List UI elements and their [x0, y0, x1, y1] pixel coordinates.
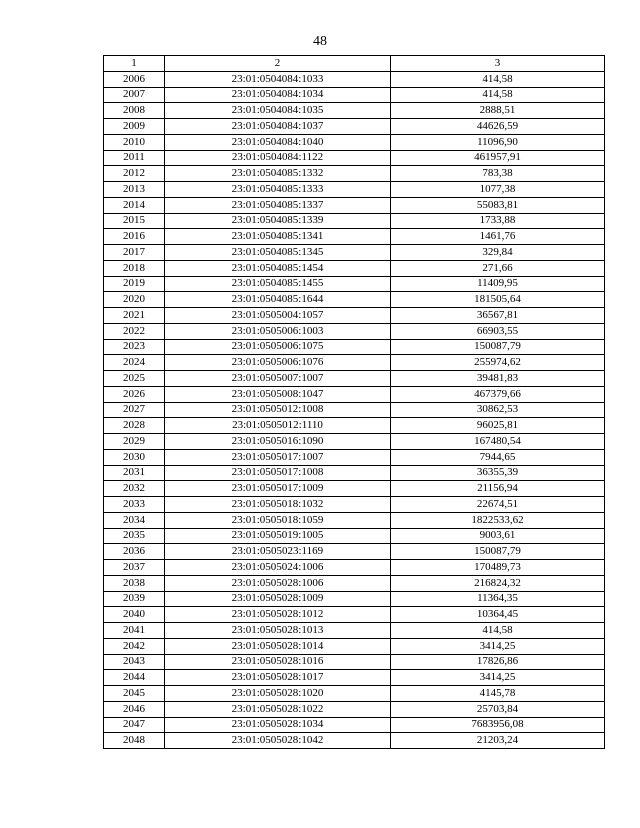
value-cell: 7944,65: [391, 449, 605, 465]
value-cell: 21203,24: [391, 733, 605, 749]
row-number-cell: 2019: [104, 276, 165, 292]
value-cell: 2888,51: [391, 103, 605, 119]
cadastral-number-cell: 23:01:0504085:1337: [165, 197, 391, 213]
table-row: [104, 166, 605, 182]
value-cell: 414,58: [391, 87, 605, 103]
value-cell: 170489,73: [391, 560, 605, 576]
table-row: [104, 119, 605, 135]
cadastral-number-cell: 23:01:0504084:1037: [165, 119, 391, 135]
row-number-cell: 2006: [104, 71, 165, 87]
table-row: [104, 229, 605, 245]
table-header: [104, 56, 605, 72]
cadastral-number-cell: 23:01:0504084:1034: [165, 87, 391, 103]
table-row: [104, 355, 605, 371]
value-cell: 17826,86: [391, 654, 605, 670]
row-number-cell: 2024: [104, 355, 165, 371]
value-cell: 150087,79: [391, 339, 605, 355]
value-cell: 30862,53: [391, 402, 605, 418]
value-cell: 255974,62: [391, 355, 605, 371]
value-cell: 55083,81: [391, 197, 605, 213]
table-row: [104, 686, 605, 702]
value-cell: 181505,64: [391, 292, 605, 308]
row-number-cell: 2020: [104, 292, 165, 308]
cadastral-number-cell: 23:01:0505023:1169: [165, 544, 391, 560]
row-number-cell: 2027: [104, 402, 165, 418]
cadastral-number-cell: 23:01:0505028:1009: [165, 591, 391, 607]
row-number-cell: 2034: [104, 512, 165, 528]
row-number-cell: 2036: [104, 544, 165, 560]
cadastral-number-cell: 23:01:0505006:1075: [165, 339, 391, 355]
table-row: [104, 260, 605, 276]
row-number-cell: 2045: [104, 686, 165, 702]
value-cell: 3414,25: [391, 670, 605, 686]
table-row: [104, 701, 605, 717]
cadastral-number-cell: 23:01:0505008:1047: [165, 386, 391, 402]
row-number-cell: 2018: [104, 260, 165, 276]
row-number-cell: 2037: [104, 560, 165, 576]
cadastral-number-cell: 23:01:0505028:1014: [165, 638, 391, 654]
row-number-cell: 2014: [104, 197, 165, 213]
cadastral-number-cell: 23:01:0505007:1007: [165, 371, 391, 387]
value-cell: 414,58: [391, 623, 605, 639]
value-cell: 461957,91: [391, 150, 605, 166]
table-row: [104, 638, 605, 654]
value-cell: 329,84: [391, 245, 605, 261]
table-row: [104, 103, 605, 119]
table-row: [104, 245, 605, 261]
value-cell: 1822533,62: [391, 512, 605, 528]
row-number-cell: 2040: [104, 607, 165, 623]
table-row: [104, 670, 605, 686]
table-row: [104, 623, 605, 639]
table-row: [104, 371, 605, 387]
page-number: 48: [313, 34, 327, 49]
cadastral-number-cell: 23:01:0504085:1455: [165, 276, 391, 292]
value-cell: 1733,88: [391, 213, 605, 229]
table-row: [104, 71, 605, 87]
cadastral-number-cell: 23:01:0504085:1341: [165, 229, 391, 245]
value-cell: 39481,83: [391, 371, 605, 387]
table-row: [104, 575, 605, 591]
row-number-cell: 2029: [104, 434, 165, 450]
cadastral-number-cell: 23:01:0504085:1644: [165, 292, 391, 308]
cadastral-number-cell: 23:01:0505017:1008: [165, 465, 391, 481]
row-number-cell: 2011: [104, 150, 165, 166]
cadastral-number-cell: 23:01:0505012:1110: [165, 418, 391, 434]
value-cell: 414,58: [391, 71, 605, 87]
value-cell: 1077,38: [391, 182, 605, 198]
cadastral-number-cell: 23:01:0505006:1076: [165, 355, 391, 371]
cadastral-number-cell: 23:01:0504084:1033: [165, 71, 391, 87]
cadastral-number-cell: 23:01:0505028:1012: [165, 607, 391, 623]
value-cell: 10364,45: [391, 607, 605, 623]
row-number-cell: 2009: [104, 119, 165, 135]
row-number-cell: 2033: [104, 497, 165, 513]
value-cell: 66903,55: [391, 323, 605, 339]
row-number-cell: 2023: [104, 339, 165, 355]
value-cell: 22674,51: [391, 497, 605, 513]
table-row: [104, 292, 605, 308]
column-header-cadastral-number: 2: [165, 56, 391, 72]
row-number-cell: 2030: [104, 449, 165, 465]
value-cell: 9003,61: [391, 528, 605, 544]
row-number-cell: 2042: [104, 638, 165, 654]
row-number-cell: 2041: [104, 623, 165, 639]
row-number-cell: 2048: [104, 733, 165, 749]
value-cell: 3414,25: [391, 638, 605, 654]
cadastral-number-cell: 23:01:0504085:1333: [165, 182, 391, 198]
cadastral-number-cell: 23:01:0505028:1017: [165, 670, 391, 686]
cadastral-number-cell: 23:01:0505012:1008: [165, 402, 391, 418]
header-row: [104, 56, 605, 72]
row-number-cell: 2022: [104, 323, 165, 339]
value-cell: 36355,39: [391, 465, 605, 481]
table-row: [104, 276, 605, 292]
cadastral-number-cell: 23:01:0504085:1332: [165, 166, 391, 182]
row-number-cell: 2025: [104, 371, 165, 387]
table-row: [104, 497, 605, 513]
value-cell: 4145,78: [391, 686, 605, 702]
cadastral-value-table: [103, 55, 605, 749]
table-row: [104, 323, 605, 339]
cadastral-number-cell: 23:01:0505006:1003: [165, 323, 391, 339]
table-row: [104, 528, 605, 544]
cadastral-number-cell: 23:01:0505019:1005: [165, 528, 391, 544]
table-row: [104, 607, 605, 623]
cadastral-number-cell: 23:01:0504085:1454: [165, 260, 391, 276]
value-cell: 11096,90: [391, 134, 605, 150]
cadastral-number-cell: 23:01:0505028:1022: [165, 701, 391, 717]
value-cell: 25703,84: [391, 701, 605, 717]
table-row: [104, 560, 605, 576]
row-number-cell: 2032: [104, 481, 165, 497]
row-number-cell: 2043: [104, 654, 165, 670]
column-header-number: 1: [104, 56, 165, 72]
cadastral-number-cell: 23:01:0505028:1034: [165, 717, 391, 733]
table-row: [104, 544, 605, 560]
row-number-cell: 2035: [104, 528, 165, 544]
table-row: [104, 512, 605, 528]
table-row: [104, 591, 605, 607]
table-row: [104, 213, 605, 229]
row-number-cell: 2031: [104, 465, 165, 481]
row-number-cell: 2007: [104, 87, 165, 103]
value-cell: 11364,35: [391, 591, 605, 607]
table-row: [104, 197, 605, 213]
row-number-cell: 2010: [104, 134, 165, 150]
cadastral-number-cell: 23:01:0505004:1057: [165, 308, 391, 324]
row-number-cell: 2047: [104, 717, 165, 733]
cadastral-number-cell: 23:01:0504084:1035: [165, 103, 391, 119]
cadastral-number-cell: 23:01:0505028:1042: [165, 733, 391, 749]
value-cell: 11409,95: [391, 276, 605, 292]
table-row: [104, 150, 605, 166]
cadastral-number-cell: 23:01:0505028:1013: [165, 623, 391, 639]
cadastral-number-cell: 23:01:0505028:1016: [165, 654, 391, 670]
value-cell: 96025,81: [391, 418, 605, 434]
table-row: [104, 654, 605, 670]
cadastral-number-cell: 23:01:0504084:1122: [165, 150, 391, 166]
value-cell: 271,66: [391, 260, 605, 276]
cadastral-number-cell: 23:01:0505028:1020: [165, 686, 391, 702]
cadastral-number-cell: 23:01:0505017:1007: [165, 449, 391, 465]
row-number-cell: 2008: [104, 103, 165, 119]
cadastral-number-cell: 23:01:0504084:1040: [165, 134, 391, 150]
row-number-cell: 2016: [104, 229, 165, 245]
value-cell: 36567,81: [391, 308, 605, 324]
table-row: [104, 465, 605, 481]
row-number-cell: 2044: [104, 670, 165, 686]
row-number-cell: 2026: [104, 386, 165, 402]
cadastral-number-cell: 23:01:0504085:1339: [165, 213, 391, 229]
value-cell: 167480,54: [391, 434, 605, 450]
cadastral-number-cell: 23:01:0505024:1006: [165, 560, 391, 576]
row-number-cell: 2028: [104, 418, 165, 434]
value-cell: 150087,79: [391, 544, 605, 560]
table-row: [104, 308, 605, 324]
table-row: [104, 733, 605, 749]
row-number-cell: 2039: [104, 591, 165, 607]
table-row: [104, 434, 605, 450]
value-cell: 216824,32: [391, 575, 605, 591]
cadastral-number-cell: 23:01:0505018:1032: [165, 497, 391, 513]
row-number-cell: 2015: [104, 213, 165, 229]
row-number-cell: 2012: [104, 166, 165, 182]
table-row: [104, 418, 605, 434]
value-cell: 7683956,08: [391, 717, 605, 733]
table-row: [104, 182, 605, 198]
cadastral-number-cell: 23:01:0505018:1059: [165, 512, 391, 528]
value-cell: 1461,76: [391, 229, 605, 245]
cadastral-number-cell: 23:01:0505028:1006: [165, 575, 391, 591]
row-number-cell: 2013: [104, 182, 165, 198]
table-row: [104, 386, 605, 402]
table-body: [104, 71, 605, 748]
cadastral-number-cell: 23:01:0504085:1345: [165, 245, 391, 261]
value-cell: 21156,94: [391, 481, 605, 497]
table-row: [104, 402, 605, 418]
value-cell: 783,38: [391, 166, 605, 182]
table-row: [104, 449, 605, 465]
table-row: [104, 717, 605, 733]
value-cell: 44626,59: [391, 119, 605, 135]
cadastral-number-cell: 23:01:0505017:1009: [165, 481, 391, 497]
table-row: [104, 339, 605, 355]
row-number-cell: 2017: [104, 245, 165, 261]
row-number-cell: 2021: [104, 308, 165, 324]
cadastral-number-cell: 23:01:0505016:1090: [165, 434, 391, 450]
column-header-value: 3: [391, 56, 605, 72]
table-row: [104, 481, 605, 497]
table-row: [104, 87, 605, 103]
row-number-cell: 2038: [104, 575, 165, 591]
table-row: [104, 134, 605, 150]
value-cell: 467379,66: [391, 386, 605, 402]
row-number-cell: 2046: [104, 701, 165, 717]
